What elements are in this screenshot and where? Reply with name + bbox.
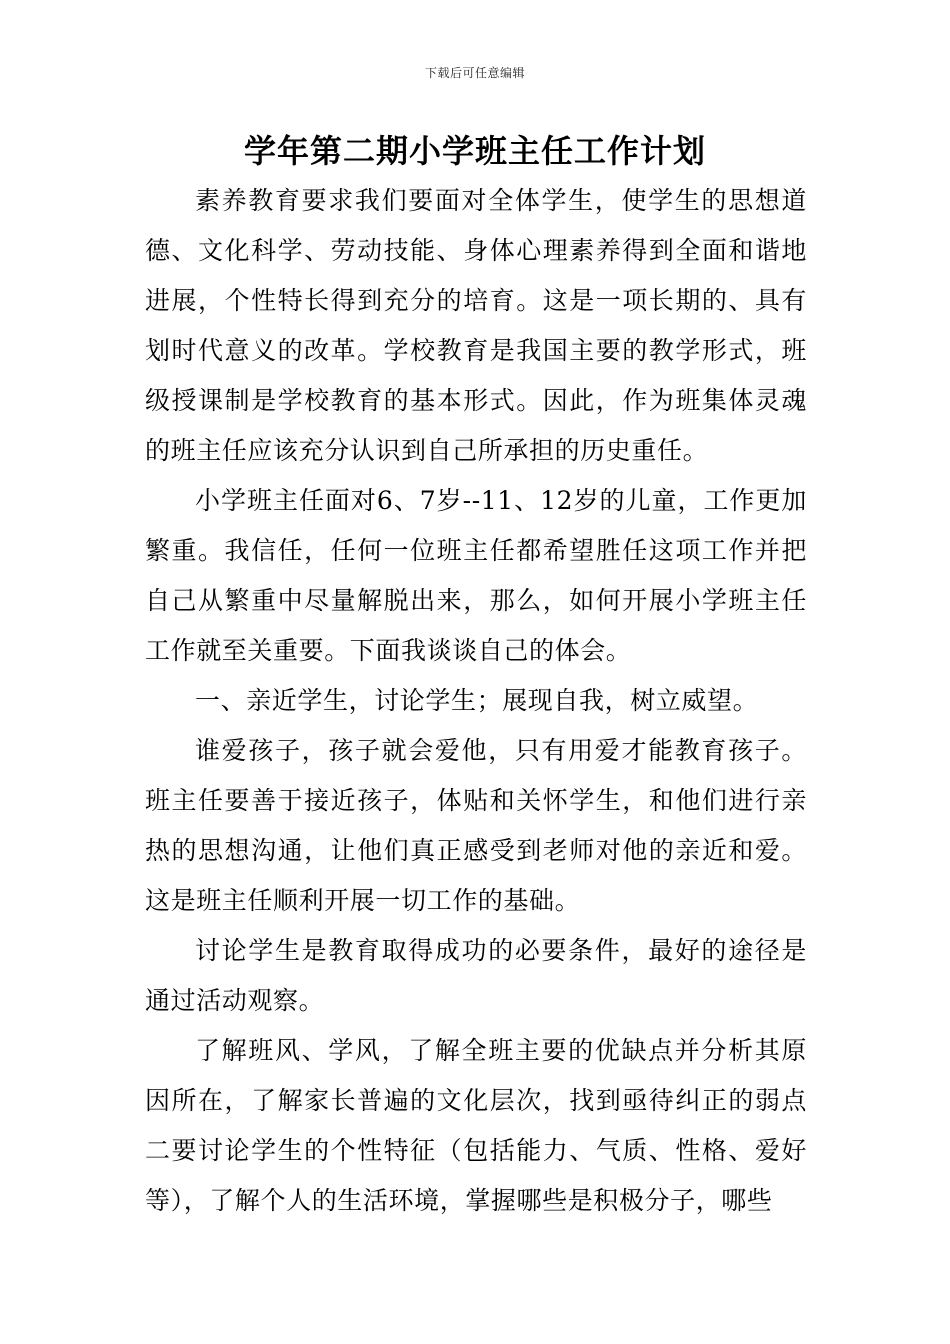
paragraph-1: 素养教育要求我们要面对全体学生，使学生的思想道德、文化科学、劳动技能、身体心理素养得到全面和谐地进展，个性特长得到充分的培育。这是一项长期的、具有划时代意义的改革。学校教育是我国主要的教学形式，班级授课制是学校教育的基本形式。因此，作为班集体灵魂的班主任应该充分认识到自己所承担的历史重任。: [145, 186, 807, 465]
header-note: 下载后可任意编辑: [424, 66, 525, 80]
paragraph-2: 小学班主任面对6、7岁--11、12岁的儿童，工作更加繁重。我信任，任何一位班主任都希望胜任这项工作并把自己从繁重中尽量解脱出来，那么，如何开展小学班主任工作就至关重要。下面我谈谈自己的体会。: [145, 486, 807, 665]
document-title: 学年第二期小学班主任工作计划: [243, 132, 706, 170]
paragraph-3-heading: 一、亲近学生，讨论学生；展现自我，树立威望。: [195, 686, 759, 715]
paragraph-5: 讨论学生是教育取得成功的必要条件，最好的途径是通过活动观察。: [145, 936, 807, 1015]
document-body: [145, 176, 807, 1226]
paragraph-6: 了解班风、学风，了解全班主要的优缺点并分析其原因所在，了解家长普遍的文化层次，找到亟待纠正的弱点二要讨论学生的个性特征（包括能力、气质、性格、爱好等），了解个人的生活环境，掌握哪些是积极分子，哪些: [145, 1036, 807, 1215]
paragraph-4: 谁爱孩子，孩子就会爱他，只有用爱才能教育孩子。班主任要善于接近孩子，体贴和关怀学生，和他们进行亲热的思想沟通，让他们真正感受到老师对他的亲近和爱。这是班主任顺利开展一切工作的基础。: [145, 736, 807, 915]
